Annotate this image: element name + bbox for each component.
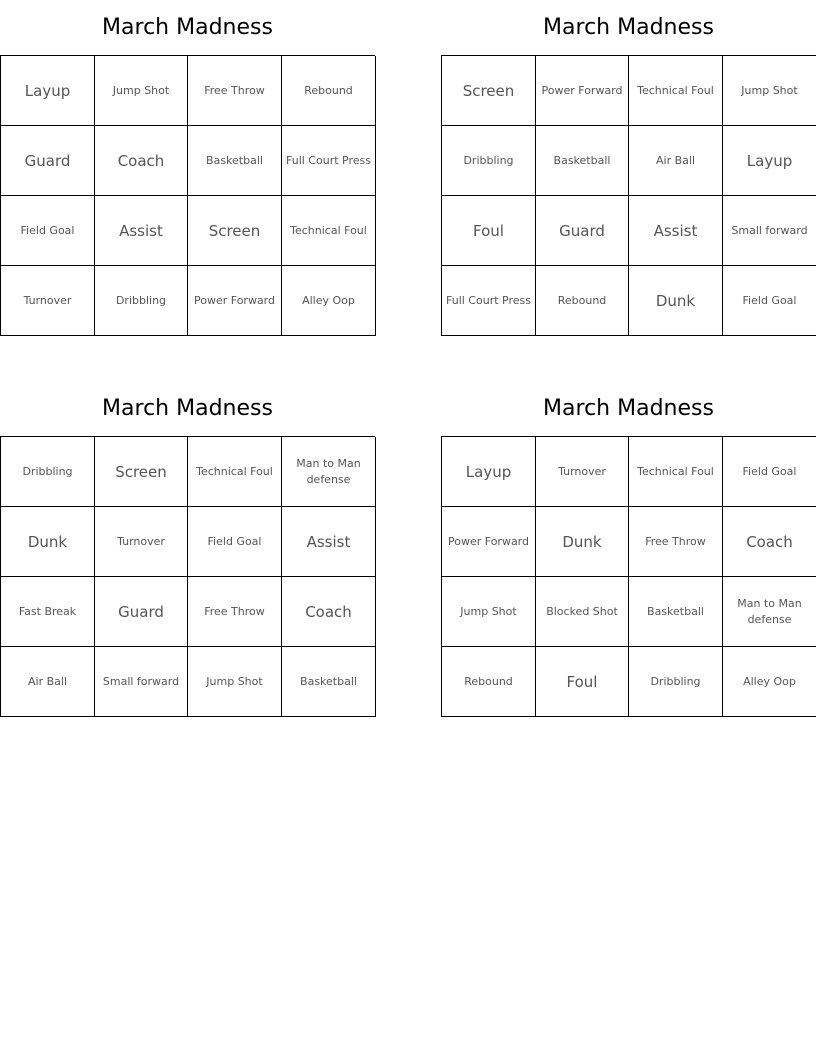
bingo-cell: Jump Shot [95,56,188,126]
bingo-grid [441,55,816,336]
bingo-cell: Assist [282,507,376,577]
bingo-cell: Field Goal [188,507,282,577]
bingo-cell: Power Forward [442,507,536,577]
bingo-cell: Jump Shot [188,647,282,717]
bingo-cell: Dunk [536,507,629,577]
bingo-cell: Air Ball [629,126,723,196]
bingo-card-3 [0,381,375,717]
bingo-cell: Basketball [282,647,376,717]
bingo-cell: Technical Foul [188,437,282,507]
bingo-cell: Dunk [629,266,723,336]
bingo-cell: Man to Man defense [282,437,376,507]
bingo-cell: Rebound [442,647,536,717]
bingo-card-2 [441,0,816,336]
bingo-cell: Man to Man defense [723,577,816,647]
bingo-cell: Dunk [1,507,95,577]
bingo-grid [0,55,375,336]
card-title: March Madness [543,15,714,40]
bingo-cell: Jump Shot [723,56,816,126]
bingo-cell: Assist [629,196,723,266]
bingo-cell: Dribbling [629,647,723,717]
bingo-cell: Fast Break [1,577,95,647]
bingo-cell: Basketball [188,126,282,196]
bingo-cell: Layup [723,126,816,196]
bingo-cell: Free Throw [188,577,282,647]
card-title: March Madness [102,15,273,40]
bingo-cell: Full Court Press [282,126,376,196]
bingo-cell: Guard [536,196,629,266]
bingo-cell: Dribbling [1,437,95,507]
bingo-cell: Jump Shot [442,577,536,647]
bingo-cell: Turnover [536,437,629,507]
bingo-cell: Air Ball [1,647,95,717]
bingo-cell: Turnover [95,507,188,577]
bingo-cell: Full Court Press [442,266,536,336]
bingo-cell: Small forward [723,196,816,266]
bingo-cell: Layup [1,56,95,126]
bingo-cell: Rebound [282,56,376,126]
bingo-cell: Field Goal [723,266,816,336]
card-title: March Madness [543,396,714,421]
bingo-cell: Basketball [629,577,723,647]
bingo-cell: Power Forward [188,266,282,336]
bingo-card-1 [0,0,375,336]
bingo-cell: Rebound [536,266,629,336]
bingo-cell: Dribbling [442,126,536,196]
bingo-cell: Screen [95,437,188,507]
bingo-cell: Technical Foul [282,196,376,266]
bingo-cell: Dribbling [95,266,188,336]
bingo-cell: Assist [95,196,188,266]
bingo-cell: Alley Oop [723,647,816,717]
bingo-cell: Layup [442,437,536,507]
bingo-cell: Power Forward [536,56,629,126]
bingo-cell: Small forward [95,647,188,717]
bingo-grid [0,436,375,717]
bingo-cell: Coach [95,126,188,196]
bingo-cell: Basketball [536,126,629,196]
bingo-cell: Guard [1,126,95,196]
bingo-cell: Technical Foul [629,56,723,126]
bingo-cell: Foul [442,196,536,266]
bingo-cell: Free Throw [188,56,282,126]
bingo-card-4 [441,381,816,717]
bingo-cell: Screen [188,196,282,266]
bingo-cell: Turnover [1,266,95,336]
bingo-cell: Guard [95,577,188,647]
bingo-cell: Coach [723,507,816,577]
bingo-cell: Foul [536,647,629,717]
bingo-cell: Blocked Shot [536,577,629,647]
bingo-cell: Free Throw [629,507,723,577]
card-title: March Madness [102,396,273,421]
bingo-cell: Coach [282,577,376,647]
bingo-cell: Screen [442,56,536,126]
bingo-cell: Field Goal [723,437,816,507]
bingo-cell: Field Goal [1,196,95,266]
bingo-cell: Alley Oop [282,266,376,336]
bingo-grid [441,436,816,717]
bingo-cell: Technical Foul [629,437,723,507]
